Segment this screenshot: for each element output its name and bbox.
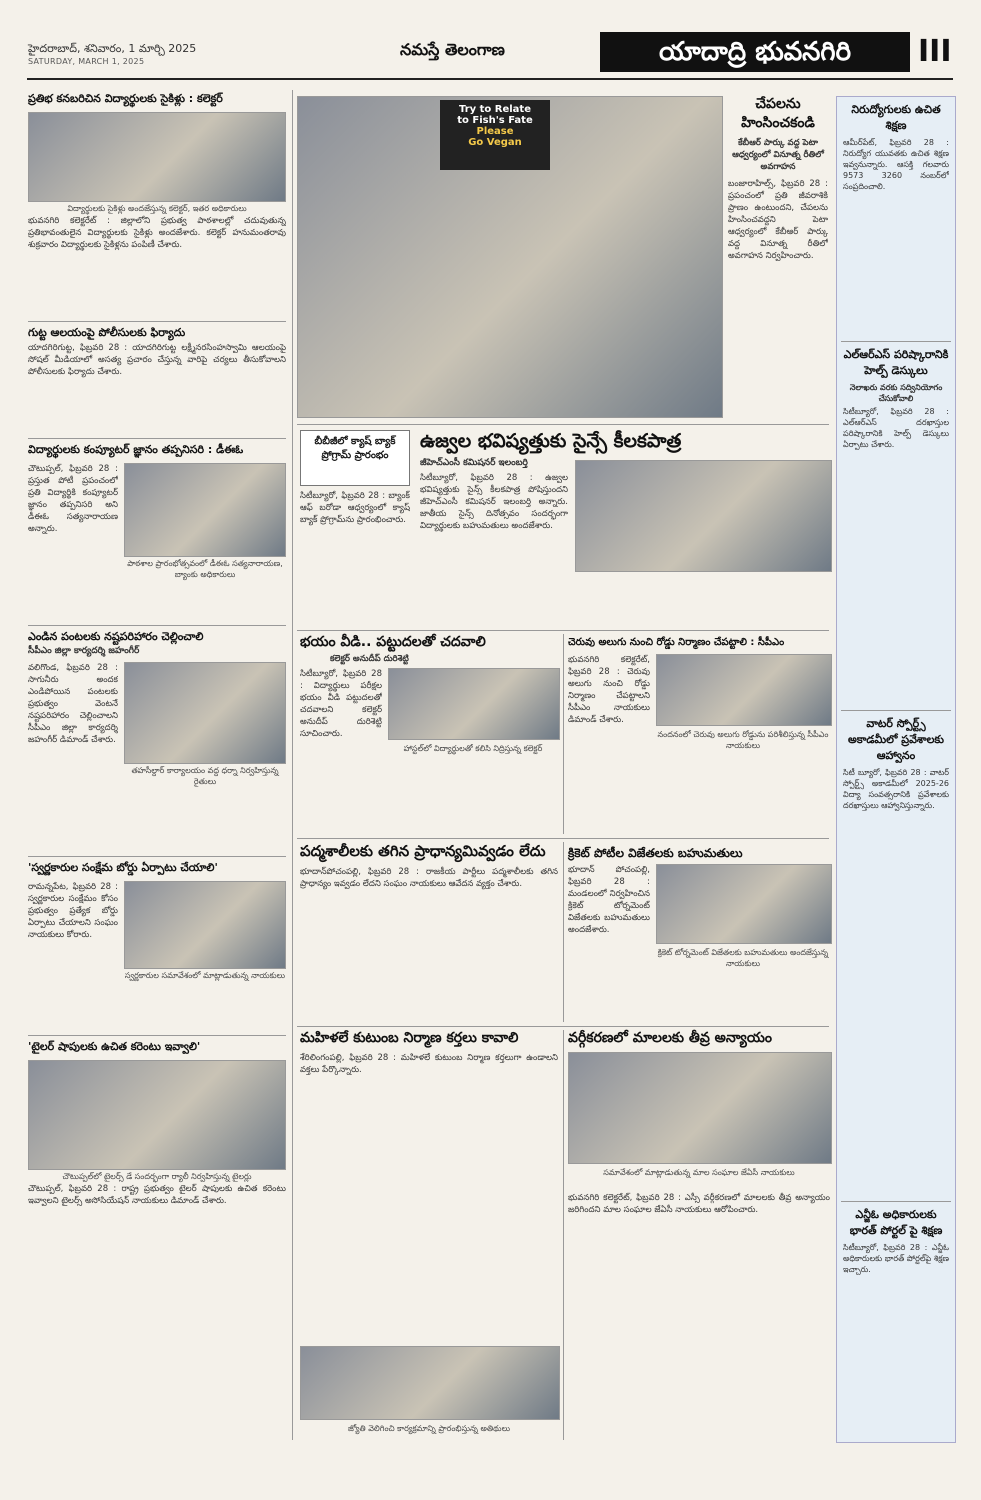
- sidebar-s1-body: ఆమీర్‌పేట్, ఫిబ్రవరి 28 : నిరుద్యోగ యువతకు ఉచిత శిక్షణ ఇవ్వనున్నారు. ఆసక్తి గలవారు 9573 3260 నంబర్‌లో సంప్రదించాలి.: [843, 138, 949, 191]
- masthead: [0, 0, 981, 90]
- fear-caption: హాస్టల్‌లో విద్యార్థులతో కలిసి నిద్రిస్తున్న కలెక్టర్: [403, 744, 543, 753]
- story1-caption: విద్యార్థులకు సైకిళ్లు అందజేస్తున్న కలెక్టర్, ఇతర అధికారులు: [67, 204, 247, 213]
- women-body: శేరిలింగంపల్లి, ఫిబ్రవరి 28 : మహిళలే కుటుంబ నిర్మాణ కర్తలుగా ఉండాలని వక్తలు పేర్కొన్నారు.: [300, 1053, 558, 1075]
- science-body-cont: [575, 574, 830, 624]
- story3-body-cont: [28, 581, 286, 621]
- pond-body-cont: [568, 760, 830, 832]
- fish-headline-2: హింసించకండి: [741, 115, 815, 131]
- divider: [297, 1026, 829, 1027]
- sidebar-s4-body: సిటీబ్యూరో, ఫిబ్రవరి 28 : ఎన్జీఓ అధికారులకు భారత్ పోర్టల్‌పై శిక్షణ ఇచ్చారు.: [843, 1243, 949, 1274]
- sidebar-s3-headline: వాటర్ స్పోర్ట్స్ అకాడమీలో ప్రవేశాలకు ఆహ్వానం: [848, 717, 944, 762]
- fish-subhead: కేబీఆర్ పార్కు వద్ద పెటా ఆధ్వర్యంలో వినూత్న రీతిలో అవగాహన: [732, 138, 824, 172]
- cricket-body: భూదాన్ పోచంపల్లి, ఫిబ్రవరి 28 : మండలంలో నిర్వహించిన క్రికెట్ టోర్నమెంట్ విజేతలకు బహుమతులు అందజేశారు.: [568, 865, 650, 935]
- placard-line4: Go Vegan: [468, 137, 522, 148]
- story2-body: యాదగిరిగుట్ట, ఫిబ్రవరి 28 : యాదగిరిగుట్ట లక్ష్మీనరసింహస్వామి ఆలయంపై సోషల్ మీడియాలో అసత్య ప్రచారం చేస్తున్న వారిపై చర్యలు తీసుకోవాలని పోలీసులకు ఫిర్యాదు చేశారు.: [28, 343, 286, 377]
- story6-caption: చౌటుప్పల్‌లో టైలర్స్ డే సందర్భంగా ర్యాలీ నిర్వహిస్తున్న టైలర్లు: [62, 1172, 252, 1181]
- science-subhead: జీహెచ్‌ఎంసీ కమిషనర్ ఇలంబర్తి: [420, 458, 528, 468]
- placard-line2: to Fish's Fate: [457, 115, 533, 126]
- science-photo: [575, 460, 832, 572]
- story4-headline: ఎండిన పంటలకు నష్టపరిహారం చెల్లించాలి: [28, 625, 286, 646]
- vegan-placard: [440, 100, 550, 170]
- sidebar-s2-body: సిటీబ్యూరో, ఫిబ్రవరి 28 : ఎల్‌ఆర్‌ఎస్ దరఖాస్తుల పరిష్కారానికి హెల్ప్ డెస్కులు ఏర్పాటు చేశారు.: [843, 407, 949, 449]
- story5-body-cont: [28, 991, 286, 1031]
- fish-story: [728, 96, 828, 388]
- divider: [841, 341, 951, 342]
- sidebar-s2-subhead: నెలాఖరు వరకు సద్వినియోగం చేసుకోవాలి: [849, 383, 943, 403]
- divider: [297, 424, 829, 425]
- column-divider: [563, 842, 564, 1022]
- fear-body-cont: [300, 772, 558, 832]
- sidebar-briefs: [836, 96, 956, 1443]
- masthead-rule: [27, 78, 953, 80]
- placard-line1: Try to Relate: [458, 104, 531, 115]
- cricket-headline: క్రికెట్ పోటీల విజేతలకు బహుమతులు: [568, 846, 743, 860]
- pond-photo: [656, 654, 832, 726]
- story3-caption: పాఠశాల ప్రారంభోత్సవంలో డీఈఓ సత్యనారాయణ, బ్యాంకు అధికారులు: [127, 559, 283, 579]
- story3-photo: [124, 463, 286, 557]
- weavers-body: భూదాన్‌పోచంపల్లి, ఫిబ్రవరి 28 : రాజకీయ పార్టీలు పద్మశాలీలకు తగిన ప్రాధాన్యం ఇవ్వడం లేదని సంఘం నాయకులు ఆవేదన వ్యక్తం చేశారు.: [300, 867, 558, 889]
- cricket-caption: క్రికెట్ టోర్నమెంట్ విజేతలకు బహుమతులు అందజేస్తున్న నాయకులు: [657, 948, 829, 968]
- sidebar-s1-headline: నిరుద్యోగులకు ఉచిత శిక్షణ: [851, 103, 941, 132]
- story4-subhead: సీపీఎం జిల్లా కార్యదర్శి జహంగీర్: [28, 646, 140, 656]
- divider: [841, 710, 951, 711]
- story6-headline: 'టైలర్ షాపులకు ఉచిత కరెంటు ఇవ్వాలి': [28, 1035, 286, 1056]
- women-caption: జ్యోతి వెలిగించి కార్యక్రమాన్ని ప్రారంభిస్తున్న అతిథులు: [347, 1424, 511, 1433]
- fish-headline-1: చేపలను: [755, 96, 801, 112]
- story4-photo: [124, 662, 286, 764]
- sidebar-s3-body: సిటీ బ్యూరో, ఫిబ్రవరి 28 : వాటర్ స్పోర్ట్స్ అకాడమీలో 2025-26 విద్యా సంవత్సరానికి ప్రవేశాలకు దరఖాస్తులు ఆహ్వానిస్తున్నారు.: [843, 768, 949, 810]
- story6-photo: [28, 1060, 286, 1170]
- science-body: సిటీబ్యూరో, ఫిబ్రవరి 28 : ఉజ్వల భవిష్యత్తుకు సైన్స్ కీలకపాత్ర పోషిస్తుందని జీహెచ్‌ఎంసీ కమిషనర్ ఇలంబర్తి అన్నారు. జాతీయ సైన్స్ దినోత్సవం సందర్భంగా విద్యార్థులకు బహుమతులు అందజేశారు.: [420, 473, 568, 531]
- story5-body: రామన్నపేట, ఫిబ్రవరి 28 : స్వర్ణకారుల సంక్షేమం కోసం ప్రభుత్వం ప్రత్యేక బోర్డు ఏర్పాటు చేయాలని సంఘం నాయకులు కోరారు.: [28, 882, 118, 940]
- date-telugu: హైదరాబాద్, శనివారం, 1 మార్చి 2025: [28, 42, 197, 55]
- mala-headline: వర్గీకరణలో మాలలకు తీవ్ర అన్యాయం: [568, 1030, 772, 1046]
- story1-headline: ప్రతిభ కనబరిచిన విద్యార్థులకు సైకిళ్లు : కలెక్టర్: [28, 92, 223, 105]
- story2-headline: గుట్ట ఆలయంపై పోలీసులకు ఫిర్యాదు: [28, 321, 286, 342]
- story3-headline: విద్యార్థులకు కంప్యూటర్ జ్ఞానం తప్పనిసరి : డీఈఓ: [28, 438, 286, 459]
- fear-subhead: కలెక్టర్ అనుదీప్ దురిశెట్టి: [330, 654, 409, 664]
- story1-body: భువనగిరి కలెక్టరేట్ : జిల్లాలోని ప్రభుత్వ పాఠశాలల్లో చదువుతున్న ప్రతిభావంతులైన విద్యార్థులకు సైకిళ్లు అందజేశారు. కలెక్టర్ హనుమంతరావు శుక్రవారం విద్యార్థులకు సైకిళ్లను పంపిణీ చేశారు.: [28, 216, 286, 250]
- story5-caption: స్వర్ణకారుల సమావేశంలో మాట్లాడుతున్న నాయకులు: [124, 971, 286, 980]
- story4-body-cont: [28, 792, 286, 852]
- sidebar-s2-headline: ఎల్‌ఆర్‌ఎస్ పరిష్కారానికి హెల్ప్ డెస్కులు: [843, 348, 949, 377]
- divider: [841, 1201, 951, 1202]
- date-english: SATURDAY, MARCH 1, 2025: [28, 57, 145, 66]
- weavers-headline: పద్మశాలీలకు తగిన ప్రాధాన్యమివ్వడం లేదు: [300, 842, 546, 860]
- pond-caption: నందనంలో చెరువు అలుగు రోడ్డును పరిశీలిస్తున్న సీపీఎం నాయకులు: [657, 730, 829, 750]
- divider: [297, 630, 829, 631]
- divider: [297, 838, 829, 839]
- fear-headline: భయం వీడి.. పట్టుదలతో చదవాలి: [300, 634, 486, 650]
- column-divider: [292, 90, 293, 1440]
- story3-body: చౌటుప్పల్, ఫిబ్రవరి 28 : ప్రస్తుత పోటీ ప్రపంచంలో ప్రతి విద్యార్థికి కంప్యూటర్ జ్ఞానం తప్పనిసరి అని డీఈఓ సత్యనారాయణ అన్నారు.: [28, 464, 118, 534]
- story1-photo: [28, 112, 286, 202]
- column-divider: [563, 634, 564, 834]
- page-number: III: [918, 34, 952, 69]
- cricket-photo: [656, 864, 832, 944]
- newspaper-name: నమస్తే తెలంగాణ: [400, 40, 505, 59]
- bbg-box-title: బీబీజీలో క్యాష్ బ్యాక్ ప్రోగ్రామ్ ప్రారంభం: [300, 430, 410, 486]
- story6-body: చౌటుప్పల్, ఫిబ్రవరి 28 : రాష్ట్ర ప్రభుత్వం టైలర్ షాపులకు ఉచిత కరెంటు ఇవ్వాలని టైలర్స్ అసోసియేషన్ నాయకులు డిమాండ్ చేశారు.: [28, 1184, 286, 1206]
- story4-body: వలిగొండ, ఫిబ్రవరి 28 : సాగునీరు అందక ఎండిపోయిన పంటలకు ప్రభుత్వం వెంటనే నష్టపరిహారం చెల్లించాలని సీపీఎం జిల్లా కార్యదర్శి జహంగీర్ డిమాండ్ చేశారు.: [28, 663, 118, 745]
- story5-headline: 'స్వర్ణకారుల సంక్షేమ బోర్డు ఏర్పాటు చేయాలి': [28, 856, 286, 877]
- story5-photo: [124, 881, 286, 969]
- science-headline: ఉజ్వల భవిష్యత్తుకు సైన్సే కీలకపాత్ర: [420, 430, 682, 452]
- pond-body: భువనగిరి కలెక్టరేట్, ఫిబ్రవరి 28 : చెరువు అలుగు నుంచి రోడ్డు నిర్మాణం చేపట్టాలని సీపీఎం నాయకులు డిమాండ్ చేశారు.: [568, 655, 650, 725]
- women-headline: మహిళలే కుటుంబ నిర్మాణ కర్తలు కావాలి: [300, 1030, 519, 1046]
- column-divider: [563, 1030, 564, 1440]
- placard-line3: Please: [476, 126, 514, 137]
- sidebar-s4-headline: ఎన్జీఓ అధికారులకు భారత్ పోర్టల్ పై శిక్షణ: [849, 1208, 943, 1237]
- mala-photo: [568, 1052, 832, 1164]
- cricket-body-cont: [568, 974, 830, 1018]
- fear-photo: [388, 668, 560, 740]
- district-banner: యాదాద్రి భువనగిరి: [600, 32, 910, 72]
- column-left: [28, 92, 286, 1353]
- women-photo: [300, 1346, 560, 1420]
- mala-body: భువనగిరి కలెక్టరేట్, ఫిబ్రవరి 28 : ఎస్సీ వర్గీకరణలో మాలలకు తీవ్ర అన్యాయం జరిగిందని మాల సంఘాల జేఏసీ నాయకులు ఆరోపించారు.: [568, 1193, 830, 1215]
- mala-caption: సమావేశంలో మాట్లాడుతున్న మాల సంఘాల జేఏసీ నాయకులు: [603, 1168, 795, 1177]
- fear-body: సిటీబ్యూరో, ఫిబ్రవరి 28 : విద్యార్థులు పరీక్షల భయం వీడి పట్టుదలతో చదవాలని కలెక్టర్ అనుదీప్ దురిశెట్టి సూచించారు.: [300, 669, 382, 739]
- pond-headline: చెరువు అలుగు నుంచి రోడ్డు నిర్మాణం చేపట్టాలి : సీపీఎం: [568, 637, 785, 648]
- bbg-box-body: సిటీబ్యూరో, ఫిబ్రవరి 28 : బ్యాంక్ ఆఫ్ బరోడా ఆధ్వర్యంలో క్యాష్ బ్యాక్ ప్రోగ్రామ్‌ను ప్రారంభించారు.: [300, 491, 410, 525]
- fish-body: బంజారాహిల్స్, ఫిబ్రవరి 28 : ప్రపంచంలో ప్రతి జీవరాశికి ప్రాణం ఉంటుందని, చేపలను హింసించవద్దని పెటా ఆధ్వర్యంలో కేబీఆర్ పార్కు వద్ద వినూత్న రీతిలో అవగాహన నిర్వహించారు.: [728, 179, 828, 261]
- story4-caption: తహసీల్దార్ కార్యాలయం వద్ద ధర్నా నిర్వహిస్తున్న రైతులు: [131, 766, 279, 786]
